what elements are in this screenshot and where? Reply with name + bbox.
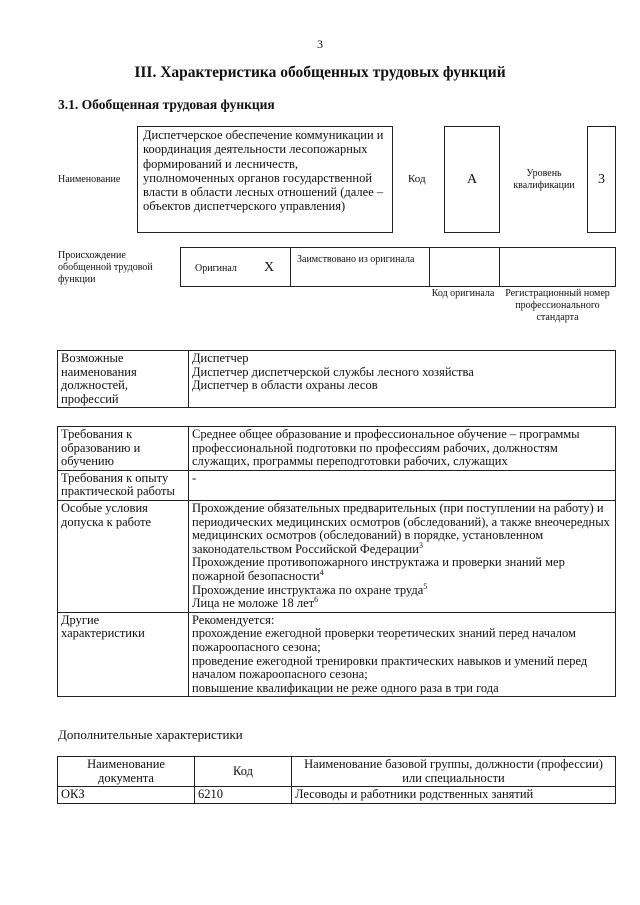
positions-label: Возможные наименования должностей, профессий — [58, 351, 189, 408]
function-name-box: Диспетчерское обеспечение коммуникации и координация деятельности лесопожарных формирований и лесничеств, уполномоченных органов государственной власти в области лесных отношений (далее – объектов диспетчерского управления) — [137, 126, 393, 233]
level-value: 3 — [587, 126, 616, 233]
row-document: ОКЗ — [58, 787, 195, 804]
table-row — [58, 787, 616, 804]
origin-divider — [290, 248, 291, 286]
position-item: Диспетчер — [192, 351, 249, 365]
section-title: III. Характеристика обобщенных трудовых функций — [134, 64, 506, 81]
origin-table — [180, 247, 616, 287]
experience-label: Требования к опыту практической работы — [58, 470, 189, 500]
subsection-title: 3.1. Обобщенная трудовая функция — [58, 97, 275, 112]
original-label: Оригинал — [195, 263, 237, 274]
conditions-label: Особые условия допуска к работе — [58, 500, 189, 612]
level-label: Уровень квалификации — [513, 168, 575, 191]
positions-table — [57, 350, 616, 408]
position-item: Диспетчер в области охраны лесов — [192, 378, 378, 393]
origin-label: Происхождение обобщенной трудовой функции — [58, 250, 153, 285]
additional-title: Дополнительные характеристики — [58, 727, 243, 742]
other-label: Другие характеристики — [58, 612, 189, 697]
row-group: Лесоводы и работники родственных занятий — [292, 787, 616, 804]
experience-value: - — [189, 470, 616, 500]
original-mark: X — [264, 260, 275, 275]
education-label: Требования к образованию и обучению — [58, 427, 189, 471]
row-code: 6210 — [195, 787, 292, 804]
reg-number-label: Регистрационный номер профессионального стандарта — [505, 288, 610, 323]
conditions-value: Прохождение обязательных предварительных (при поступлении на работу) и периодических медицинских осмотров (обследований), а также внеочередных медицинских осмотров (обследований) в порядке, установленном законодательством Российской Федерации$^3$ Прохождение противопожарного инструктажа и проверки знаний мер пожарной безопасности$^4$ Прохождение инструктажа по охране труда$^5$ Лица не моложе 18 лет$^6$ — [189, 500, 616, 612]
position-item: Диспетчер диспетчерской службы лесного хозяйства — [192, 364, 474, 379]
code-original-label: Код оригинала — [431, 288, 495, 299]
other-value: Рекомендуется: прохождение ежегодной проверки теоретических знаний перед началом пожароопасного сезона; проведение ежегодной тренировки практических навыков и умений перед началом пожароопасного сезона; повышение квалификации не реже одного раза в три года — [189, 612, 616, 697]
name-label: Наименование — [58, 174, 121, 185]
header-document: Наименование документа — [58, 757, 195, 787]
origin-divider — [499, 248, 500, 286]
page-number: 3 — [317, 37, 323, 51]
code-label: Код — [408, 173, 426, 185]
education-value: Среднее общее образование и профессиональное обучение – программы профессиональной подготовки по профессиям рабочих, должностям служащих, программы переподготовки рабочих, служащих — [189, 427, 616, 471]
origin-divider — [429, 248, 430, 286]
header-group: Наименование базовой группы, должности (профессии) или специальности — [292, 757, 616, 787]
header-code: Код — [195, 757, 292, 787]
positions-list — [189, 351, 616, 408]
additional-table — [57, 756, 616, 804]
borrowed-label: Заимствовано из оригинала — [297, 254, 415, 265]
code-value: А — [444, 126, 500, 233]
requirements-table — [57, 426, 616, 697]
